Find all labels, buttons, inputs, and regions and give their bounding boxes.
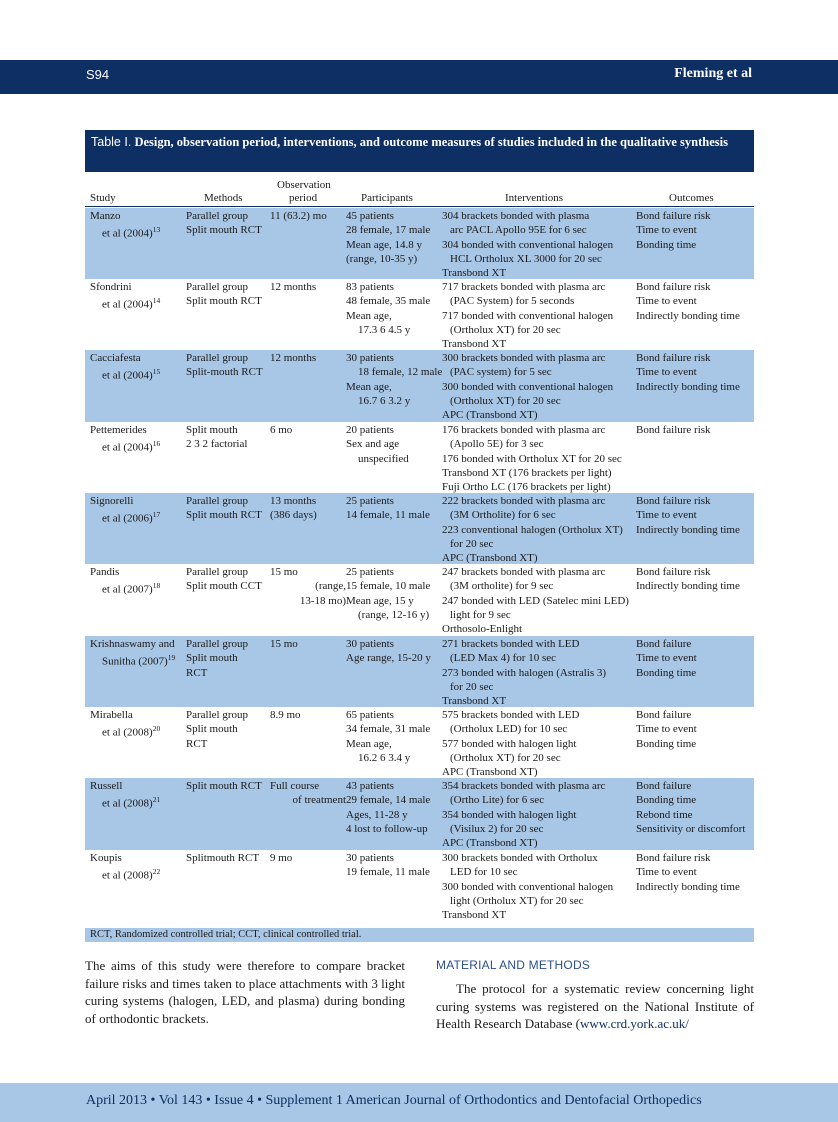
- cell-outcomes-line: Bond failure risk: [636, 210, 711, 222]
- table-row: [85, 493, 754, 564]
- study-text: Pettemerides: [90, 424, 147, 436]
- table-caption: Design, observation period, interventions, and outcome measures of studies included in the qualitative synthesis: [134, 135, 728, 149]
- cell-participants-line: 20 patients: [346, 424, 394, 436]
- cell-observation: [270, 280, 346, 294]
- cell-participants: [346, 280, 442, 337]
- cell-observation: [270, 209, 346, 223]
- cell-methods-line: Split-mouth RCT: [186, 366, 263, 379]
- cell-interventions-line: 577 bonded with halogen light: [442, 737, 577, 750]
- col-period: period: [289, 192, 318, 204]
- cell-study: [90, 565, 186, 597]
- cell-outcomes-line: Bond failure: [636, 709, 692, 721]
- col-observation: Observation: [277, 179, 331, 191]
- cell-outcomes: [636, 351, 754, 394]
- cell-participants-line: 45 patients: [346, 210, 394, 222]
- table-label: Table I.: [91, 135, 132, 149]
- cell-methods: [186, 494, 270, 523]
- cell-interventions-line: APC (Transbond XT): [442, 552, 538, 565]
- cell-methods: [186, 851, 270, 865]
- cell-interventions-line: 300 bonded with conventional halogen: [442, 880, 614, 893]
- study-text: Koupis: [90, 852, 122, 864]
- cell-outcomes: [636, 565, 754, 594]
- cell-outcomes-line: Indirectly bonding time: [636, 523, 740, 536]
- study-text: Signorelli: [90, 495, 134, 507]
- cell-outcomes-line: Bonding time: [636, 737, 697, 750]
- cell-outcomes: [636, 209, 754, 252]
- cell-outcomes-line: Time to event: [636, 509, 697, 522]
- cell-interventions-line: Transbond XT: [442, 267, 507, 280]
- cell-outcomes-line: Time to event: [636, 366, 697, 379]
- cell-study-line: [90, 722, 186, 740]
- cell-observation: [270, 565, 346, 608]
- table-row: [85, 208, 754, 279]
- cell-interventions-line: HCL Ortholux XL 3000 for 20 sec: [450, 252, 602, 265]
- cell-study-line: [90, 351, 186, 365]
- study-text: Russell: [90, 780, 123, 792]
- cell-interventions-line: light for 9 sec: [450, 608, 511, 621]
- cell-participants-line: 14 female, 11 male: [346, 509, 430, 522]
- cell-study-line: [90, 708, 186, 722]
- cell-interventions-line: APC (Transbond XT): [442, 837, 538, 850]
- cell-outcomes-line: Bond failure risk: [636, 352, 711, 364]
- cell-interventions-line: APC (Transbond XT): [442, 766, 538, 779]
- cell-participants-line: Mean age, 14.8 y: [346, 238, 423, 251]
- cell-interventions-line: (Ortholux XT) for 20 sec: [450, 394, 561, 407]
- cell-observation: [270, 851, 346, 865]
- study-text: et al (2008): [102, 726, 153, 739]
- cell-outcomes: [636, 423, 754, 437]
- running-authors: Fleming et al: [674, 66, 752, 81]
- cell-outcomes-line: Rebond time: [636, 808, 693, 821]
- cell-outcomes-line: Time to event: [636, 723, 697, 736]
- cell-interventions-line: Transbond XT: [442, 909, 507, 922]
- cell-participants: [346, 209, 442, 266]
- col-study: Study: [90, 192, 116, 204]
- table-row: [85, 850, 754, 924]
- cell-observation-line: 15 mo: [270, 566, 298, 578]
- cell-outcomes: [636, 708, 754, 751]
- cell-study: [90, 280, 186, 312]
- cell-outcomes: [636, 637, 754, 680]
- body-paragraph-left: The aims of this study were therefore to compare bracket failure risks and times taken to place attachments with 3 light curing systems (halogen, LED, and plasma) during bonding of orthodontic brackets.: [85, 958, 405, 1026]
- cell-interventions-line: (3M Ortholite) for 6 sec: [450, 509, 556, 522]
- cell-participants-line: 30 patients: [346, 852, 394, 864]
- cell-interventions-line: LED for 10 sec: [450, 866, 518, 879]
- study-text: et al (2004): [102, 441, 153, 454]
- cell-participants-line: Mean age,: [346, 380, 392, 393]
- cell-participants: [346, 423, 442, 466]
- body-paragraph-right: [436, 980, 754, 1033]
- cell-methods-line: Split mouth CCT: [186, 580, 262, 593]
- cell-study-line: [90, 793, 186, 811]
- cell-interventions-line: 273 bonded with halogen (Astralis 3): [442, 666, 607, 679]
- cell-interventions-line: 304 bonded with conventional halogen: [442, 238, 614, 251]
- cell-study: [90, 779, 186, 811]
- study-text: Cacciafesta: [90, 352, 141, 364]
- cell-study-line: [90, 637, 186, 651]
- cell-participants-line: 19 female, 11 male: [346, 866, 430, 879]
- cell-methods-line: Split mouth: [186, 723, 238, 736]
- col-outcomes: Outcomes: [669, 192, 714, 204]
- study-text: Krishnaswamy and: [90, 638, 175, 650]
- cell-interventions-line: (Ortho Lite) for 6 sec: [450, 794, 545, 807]
- col-methods: Methods: [204, 192, 243, 204]
- registry-link[interactable]: www.crd.york.ac.uk/: [580, 1016, 689, 1031]
- cell-observation: [270, 423, 346, 437]
- cell-interventions-line: for 20 sec: [450, 537, 494, 550]
- cell-outcomes-line: Bonding time: [636, 794, 697, 807]
- cell-interventions-line: Transbond XT (176 brackets per light): [442, 466, 612, 479]
- study-text: et al (2008): [102, 797, 153, 810]
- cell-interventions-line: for 20 sec: [450, 680, 494, 693]
- cell-participants-line: 29 female, 14 male: [346, 794, 431, 807]
- cell-study: [90, 637, 186, 669]
- cell-study-line: [90, 651, 186, 669]
- cell-outcomes-line: Indirectly bonding time: [636, 309, 740, 322]
- section-heading: MATERIAL AND METHODS: [436, 958, 591, 972]
- cell-outcomes-line: Sensitivity or discomfort: [636, 822, 746, 835]
- table-footnote: RCT, Randomized controlled trial; CCT, clinical controlled trial.: [85, 928, 754, 942]
- cell-study-line: [90, 437, 186, 455]
- cell-observation-line: Full course: [270, 780, 320, 792]
- reference-number: 22: [152, 867, 161, 877]
- cell-outcomes-line: Indirectly bonding time: [636, 380, 740, 393]
- cell-observation-line: 11 (63.2) mo: [270, 210, 327, 222]
- reference-number: 13: [152, 225, 161, 235]
- cell-methods-line: Parallel group: [186, 210, 249, 222]
- cell-interventions-line: 300 bonded with conventional halogen: [442, 380, 614, 393]
- cell-participants-line: 30 patients: [346, 638, 394, 650]
- cell-study: [90, 351, 186, 383]
- cell-study: [90, 209, 186, 241]
- reference-number: 14: [152, 296, 161, 306]
- reference-number: 20: [152, 724, 161, 734]
- cell-interventions-line: 575 brackets bonded with LED: [442, 709, 580, 721]
- study-text: et al (2004): [102, 298, 153, 311]
- cell-observation-line: 12 months: [270, 281, 317, 293]
- cell-methods-line: Split mouth RCT: [186, 780, 262, 792]
- cell-interventions: [442, 565, 635, 636]
- cell-interventions: [442, 779, 635, 850]
- cell-methods: [186, 565, 270, 594]
- cell-methods-line: Split mouth RCT: [186, 509, 262, 522]
- cell-interventions-line: (3M ortholite) for 9 sec: [450, 580, 554, 593]
- cell-interventions-line: 176 bonded with Ortholux XT for 20 sec: [442, 452, 622, 465]
- cell-participants-line: 34 female, 31 male: [346, 723, 431, 736]
- cell-outcomes-line: Bond failure: [636, 780, 692, 792]
- study-text: et al (2004): [102, 369, 153, 382]
- cell-participants-line: (range, 12-16 y): [358, 608, 430, 621]
- cell-interventions-line: Orthosolo-Enlight: [442, 623, 523, 636]
- cell-study-line: [90, 508, 186, 526]
- cell-interventions: [442, 708, 635, 779]
- cell-interventions-line: (PAC System) for 5 seconds: [450, 295, 575, 308]
- cell-interventions-line: Fuji Ortho LC (176 brackets per light): [442, 481, 611, 494]
- table-row: [85, 422, 754, 493]
- cell-outcomes: [636, 779, 754, 836]
- reference-number: 15: [152, 367, 161, 377]
- cell-interventions: [442, 637, 635, 708]
- table-row: [85, 564, 754, 636]
- cell-outcomes-line: Time to event: [636, 652, 697, 665]
- cell-participants-line: 25 patients: [346, 495, 394, 507]
- cell-participants-line: Age range, 15-20 y: [346, 652, 431, 665]
- cell-methods-line: 2 3 2 factorial: [186, 438, 248, 451]
- cell-observation-line: (386 days): [270, 509, 317, 522]
- cell-interventions-line: (Ortholux LED) for 10 sec: [450, 723, 568, 736]
- cell-outcomes-line: Indirectly bonding time: [636, 880, 740, 893]
- cell-interventions-line: (Visilux 2) for 20 sec: [450, 822, 544, 835]
- cell-study-line: [90, 779, 186, 793]
- cell-interventions-line: (Ortholux XT) for 20 sec: [450, 323, 561, 336]
- cell-methods: [186, 280, 270, 309]
- cell-methods: [186, 351, 270, 380]
- cell-interventions-line: 271 brackets bonded with LED: [442, 638, 580, 650]
- table-row: [85, 636, 754, 707]
- page-number: S94: [86, 67, 110, 82]
- cell-participants: [346, 779, 442, 836]
- table-row: [85, 350, 754, 422]
- cell-outcomes-line: Bond failure risk: [636, 281, 711, 293]
- cell-study-line: [90, 423, 186, 437]
- cell-participants-line: Ages, 11-28 y: [346, 808, 408, 821]
- cell-observation-line: 6 mo: [270, 424, 293, 436]
- cell-study-line: [90, 365, 186, 383]
- cell-interventions-line: 717 brackets bonded with plasma arc: [442, 281, 606, 293]
- cell-interventions: [442, 280, 635, 351]
- cell-interventions-line: (Apollo 5E) for 3 sec: [450, 438, 544, 451]
- cell-interventions-line: 247 brackets bonded with plasma arc: [442, 566, 606, 578]
- cell-participants-line: Mean age,: [346, 737, 392, 750]
- cell-observation-line: 15 mo: [270, 638, 298, 650]
- cell-outcomes: [636, 494, 754, 537]
- cell-participants-line: 16.2 6 3.4 y: [358, 751, 411, 764]
- cell-outcomes-line: Bond failure risk: [636, 566, 711, 578]
- reference-number: 17: [152, 510, 161, 520]
- study-text: Mirabella: [90, 709, 133, 721]
- cell-observation: [270, 637, 346, 651]
- cell-outcomes-line: Time to event: [636, 866, 697, 879]
- cell-participants-line: (range, 10-35 y): [346, 252, 418, 265]
- cell-participants-line: 30 patients: [346, 352, 394, 364]
- cell-study: [90, 708, 186, 740]
- reference-number: 21: [152, 795, 161, 805]
- header-rule: [85, 206, 754, 207]
- col-interventions: Interventions: [505, 192, 564, 204]
- cell-interventions-line: 717 bonded with conventional halogen: [442, 309, 614, 322]
- cell-interventions: [442, 423, 635, 494]
- cell-participants-line: 15 female, 10 male: [346, 580, 431, 593]
- cell-methods-line: Parallel group: [186, 709, 249, 721]
- cell-participants: [346, 351, 442, 408]
- cell-interventions-line: 222 brackets bonded with plasma arc: [442, 495, 606, 507]
- cell-methods-line: Parallel group: [186, 352, 249, 364]
- cell-observation-line: of treatment: [292, 794, 346, 807]
- cell-interventions-line: (PAC system) for 5 sec: [450, 366, 552, 379]
- table-row: [85, 707, 754, 778]
- cell-interventions: [442, 851, 635, 922]
- cell-participants-line: 17.3 6 4.5 y: [358, 323, 411, 336]
- cell-outcomes-line: Bonding time: [636, 238, 697, 251]
- running-footer: [0, 1083, 838, 1122]
- cell-interventions: [442, 494, 635, 565]
- cell-methods-line: RCT: [186, 737, 208, 750]
- cell-observation-line: 13-18 mo): [299, 594, 346, 607]
- cell-methods-line: Split mouth RCT: [186, 295, 262, 308]
- cell-outcomes-line: Bond failure: [636, 638, 692, 650]
- cell-participants: [346, 851, 442, 880]
- cell-participants-line: 4 lost to follow-up: [346, 822, 428, 835]
- reference-number: 18: [152, 581, 161, 591]
- cell-study-line: [90, 223, 186, 241]
- cell-study-line: [90, 565, 186, 579]
- study-text: et al (2008): [102, 869, 153, 882]
- cell-outcomes-line: Time to event: [636, 295, 697, 308]
- cell-observation-line: 9 mo: [270, 852, 293, 864]
- cell-participants-line: 16.7 6 3.2 y: [358, 394, 411, 407]
- cell-study-line: [90, 579, 186, 597]
- study-text: Manzo: [90, 210, 121, 222]
- cell-methods-line: Splitmouth RCT: [186, 852, 260, 864]
- study-text: Pandis: [90, 566, 120, 578]
- cell-interventions: [442, 209, 635, 280]
- study-text: et al (2007): [102, 583, 153, 596]
- cell-participants-line: 48 female, 35 male: [346, 295, 431, 308]
- cell-outcomes-line: Bond failure risk: [636, 852, 711, 864]
- cell-study-line: [90, 865, 186, 883]
- reference-number: 19: [167, 653, 176, 663]
- cell-participants-line: Mean age, 15 y: [346, 594, 414, 607]
- cell-interventions-line: Transbond XT: [442, 338, 507, 351]
- cell-methods-line: Parallel group: [186, 495, 249, 507]
- table-title: [85, 130, 754, 172]
- cell-interventions-line: 176 brackets bonded with plasma arc: [442, 424, 606, 436]
- cell-outcomes-line: Indirectly bonding time: [636, 580, 740, 593]
- table-row: [85, 778, 754, 850]
- cell-methods: [186, 779, 270, 793]
- cell-methods-line: Split mouth: [186, 652, 238, 665]
- cell-interventions-line: APC (Transbond XT): [442, 409, 538, 422]
- cell-participants: [346, 565, 442, 622]
- cell-study-line: [90, 209, 186, 223]
- cell-observation: [270, 779, 346, 808]
- cell-interventions-line: Transbond XT: [442, 695, 507, 708]
- cell-observation-line: 13 months: [270, 495, 317, 507]
- cell-methods-line: RCT: [186, 666, 208, 679]
- cell-methods-line: Parallel group: [186, 281, 249, 293]
- cell-participants-line: 65 patients: [346, 709, 394, 721]
- journal-citation: April 2013 • Vol 143 • Issue 4 • Supplement 1 American Journal of Orthodontics and Dentofacial Orthopedics: [86, 1093, 702, 1108]
- cell-interventions-line: 300 brackets bonded with plasma arc: [442, 352, 606, 364]
- cell-outcomes: [636, 280, 754, 323]
- table-row: [85, 279, 754, 350]
- cell-interventions-line: 300 brackets bonded with Ortholux: [442, 852, 598, 864]
- cell-interventions-line: 354 bonded with halogen light: [442, 808, 577, 821]
- cell-participants-line: 83 patients: [346, 281, 394, 293]
- cell-observation-line: (range,: [315, 580, 346, 593]
- cell-participants-line: 18 female, 12 male: [358, 366, 443, 379]
- study-text: et al (2004): [102, 227, 153, 240]
- cell-outcomes: [636, 851, 754, 894]
- cell-interventions-line: arc PACL Apollo 95E for 6 sec: [450, 224, 587, 237]
- cell-interventions-line: 354 brackets bonded with plasma arc: [442, 780, 606, 792]
- cell-participants-line: Mean age,: [346, 309, 392, 322]
- study-text: Sfondrini: [90, 281, 132, 293]
- cell-observation: [270, 708, 346, 722]
- cell-methods: [186, 209, 270, 238]
- cell-study-line: [90, 851, 186, 865]
- cell-study: [90, 851, 186, 883]
- col-participants: Participants: [361, 192, 413, 204]
- cell-outcomes-line: Bonding time: [636, 666, 697, 679]
- cell-methods: [186, 708, 270, 751]
- body-right-text: The protocol for a systematic review concerning light curing systems was registered on the National Institute of Health Research Database (: [436, 981, 754, 1031]
- cell-methods: [186, 423, 270, 452]
- cell-observation-line: 12 months: [270, 352, 317, 364]
- reference-number: 16: [152, 439, 161, 449]
- cell-interventions-line: (LED Max 4) for 10 sec: [450, 652, 556, 665]
- cell-participants-line: 25 patients: [346, 566, 394, 578]
- cell-observation: [270, 494, 346, 523]
- cell-methods-line: Parallel group: [186, 638, 249, 650]
- cell-participants: [346, 708, 442, 765]
- study-text: Sunitha (2007): [102, 655, 168, 668]
- cell-participants-line: Sex and age: [346, 438, 400, 451]
- cell-outcomes-line: Time to event: [636, 224, 697, 237]
- cell-interventions-line: 304 brackets bonded with plasma: [442, 210, 590, 222]
- cell-study-line: [90, 294, 186, 312]
- cell-outcomes-line: Bond failure risk: [636, 424, 711, 436]
- cell-study: [90, 494, 186, 526]
- cell-interventions-line: (Ortholux XT) for 20 sec: [450, 751, 561, 764]
- study-text: et al (2006): [102, 512, 153, 525]
- cell-study-line: [90, 494, 186, 508]
- cell-observation-line: 8.9 mo: [270, 709, 301, 721]
- cell-participants: [346, 637, 442, 666]
- table-column-headers: [85, 176, 754, 206]
- cell-study-line: [90, 280, 186, 294]
- cell-interventions-line: 247 bonded with LED (Satelec mini LED): [442, 594, 629, 607]
- cell-interventions-line: light (Ortholux XT) for 20 sec: [450, 894, 584, 907]
- cell-participants-line: 28 female, 17 male: [346, 224, 431, 237]
- cell-methods-line: Parallel group: [186, 566, 249, 578]
- running-header: [0, 60, 838, 94]
- cell-participants-line: unspecified: [358, 452, 409, 465]
- cell-methods-line: Split mouth RCT: [186, 224, 262, 237]
- cell-outcomes-line: Bond failure risk: [636, 495, 711, 507]
- cell-study: [90, 423, 186, 455]
- cell-methods: [186, 637, 270, 680]
- cell-observation: [270, 351, 346, 365]
- cell-interventions-line: 223 conventional halogen (Ortholux XT): [442, 523, 623, 536]
- cell-participants-line: 43 patients: [346, 780, 394, 792]
- cell-methods-line: Split mouth: [186, 424, 238, 436]
- cell-participants: [346, 494, 442, 523]
- cell-interventions: [442, 351, 635, 422]
